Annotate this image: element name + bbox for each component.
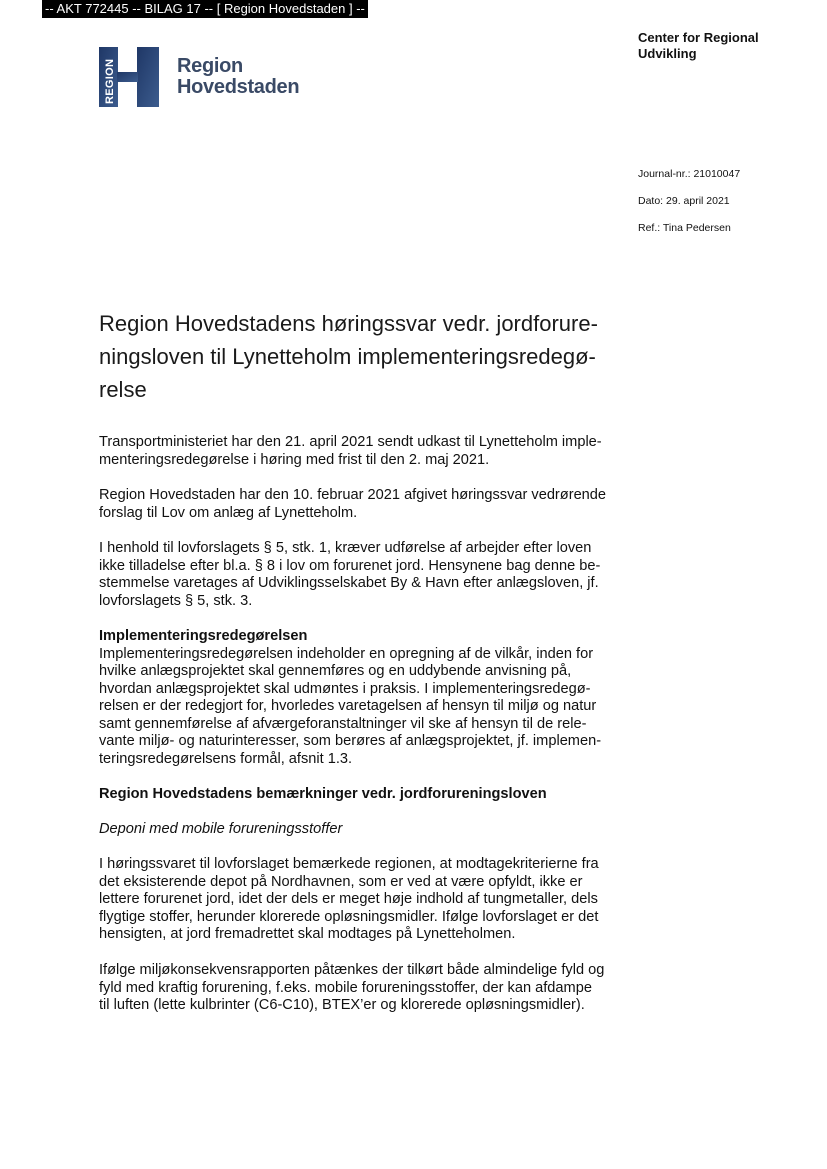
text-line: det eksisterende depot på Nordhavnen, som er ved at være opfyldt, ikke er <box>99 873 583 890</box>
text-line: teringsredegørelsens formål, afsnit 1.3. <box>99 750 353 767</box>
text-line: stemmelse varetages af Udviklingsselskabet By & Havn efter anlægsloven, jf. <box>99 575 599 591</box>
text-line: vante miljø- og naturinteresser, som berøres af anlægsprojektet, jf. implemen- <box>99 733 602 749</box>
text-line: forslag til Lov om anlæg af Lynetteholm. <box>99 504 358 521</box>
document-stamp: -- AKT 772445 -- BILAG 17 -- [ Region Hovedstaden ] -- <box>42 0 368 18</box>
section-heading: Region Hovedstadens bemærkninger vedr. jordforureningsloven <box>99 786 547 802</box>
department-line: Center for Regional <box>638 30 759 45</box>
text-line: hensigten, at jord fremadrettet skal modtages på Lynetteholmen. <box>99 926 516 942</box>
text-line: menteringsredegørelse i høring med frist til den 2. maj 2021. <box>99 451 490 468</box>
reference: Ref.: Tina Pedersen <box>638 222 731 234</box>
paragraph-environmental-report <box>99 962 639 1015</box>
paragraph-intro <box>99 434 639 469</box>
subsection-title: Deponi med mobile forureningsstoffer <box>99 821 343 837</box>
logo-vertical-text: REGION <box>104 58 116 104</box>
logo-wordmark <box>177 56 299 98</box>
subsection-heading <box>99 821 639 839</box>
text-line: Region Hovedstaden har den 10. februar 2021 afgivet høringssvar vedrørende <box>99 487 607 503</box>
document-title <box>99 307 639 406</box>
paragraph-legal-basis <box>99 540 639 610</box>
text-line: hvilke anlægsprojektet skal gennemføres og en uddybende anvisning på, <box>99 663 572 679</box>
journal-number: Journal-nr.: 21010047 <box>638 168 741 180</box>
text-line: Transportministeriet har den 21. april 2021 sendt udkast til Lynetteholm imple- <box>99 434 602 450</box>
text-line: hvordan anlægsprojektet skal udmøntes i praksis. I implementeringsredegø- <box>99 680 591 697</box>
text-line: Ifølge miljøkonsekvensrapporten påtænkes der tilkørt både almindelige fyld og <box>99 962 605 978</box>
text-line: Implementeringsredegørelsen indeholder en opregning af de vilkår, inden for <box>99 645 594 662</box>
paragraph-depot <box>99 856 639 944</box>
text-line: flygtige stoffer, herunder klorerede opløsningsmidler. Ifølge lovforslaget er det <box>99 908 599 925</box>
paragraph-previous-response <box>99 487 639 522</box>
text-line: samt gennemførelse af afværgeforanstaltninger vil ske af hensyn til de rele- <box>99 715 587 732</box>
section-remarks-heading <box>99 786 639 804</box>
title-line: Region Hovedstadens høringssvar vedr. jordforure- <box>99 311 598 336</box>
text-line: lettere forurenet jord, idet der dels er meget høje indhold af tungmetaller, dels <box>99 891 598 907</box>
logo-name-line1: Region <box>177 55 243 77</box>
document-date: Dato: 29. april 2021 <box>638 195 730 207</box>
text-line: fyld med kraftig forurening, f.eks. mobile forureningsstoffer, der kan afdampe <box>99 979 592 996</box>
text-line: lovforslagets § 5, stk. 3. <box>99 592 253 609</box>
text-line: til luften (lette kulbrinter (C6-C10), BTEX’er og klorerede opløsningsmidler). <box>99 997 585 1013</box>
department-name <box>638 30 759 62</box>
logo-name-line2: Hovedstaden <box>177 76 300 98</box>
text-line: relsen er der redegjort for, hvorledes varetagelsen af hensyn til miljø og natur <box>99 698 597 714</box>
text-line: I henhold til lovforslagets § 5, stk. 1, kræver udførelse af arbejder efter loven <box>99 540 592 556</box>
text-line: I høringssvaret til lovforslaget bemærkede regionen, at modtagekriterierne fra <box>99 856 599 872</box>
region-h-logo-icon <box>99 47 159 107</box>
section-implementation <box>99 628 639 768</box>
department-line: Udvikling <box>638 46 697 61</box>
section-heading: Implementeringsredegørelsen <box>99 628 308 644</box>
title-line: relse <box>99 377 147 402</box>
text-line: ikke tilladelse efter bl.a. § 8 i lov om forurenet jord. Hensynene bag denne be- <box>99 557 601 574</box>
title-line: ningsloven til Lynetteholm implementeringsredegø- <box>99 344 596 369</box>
